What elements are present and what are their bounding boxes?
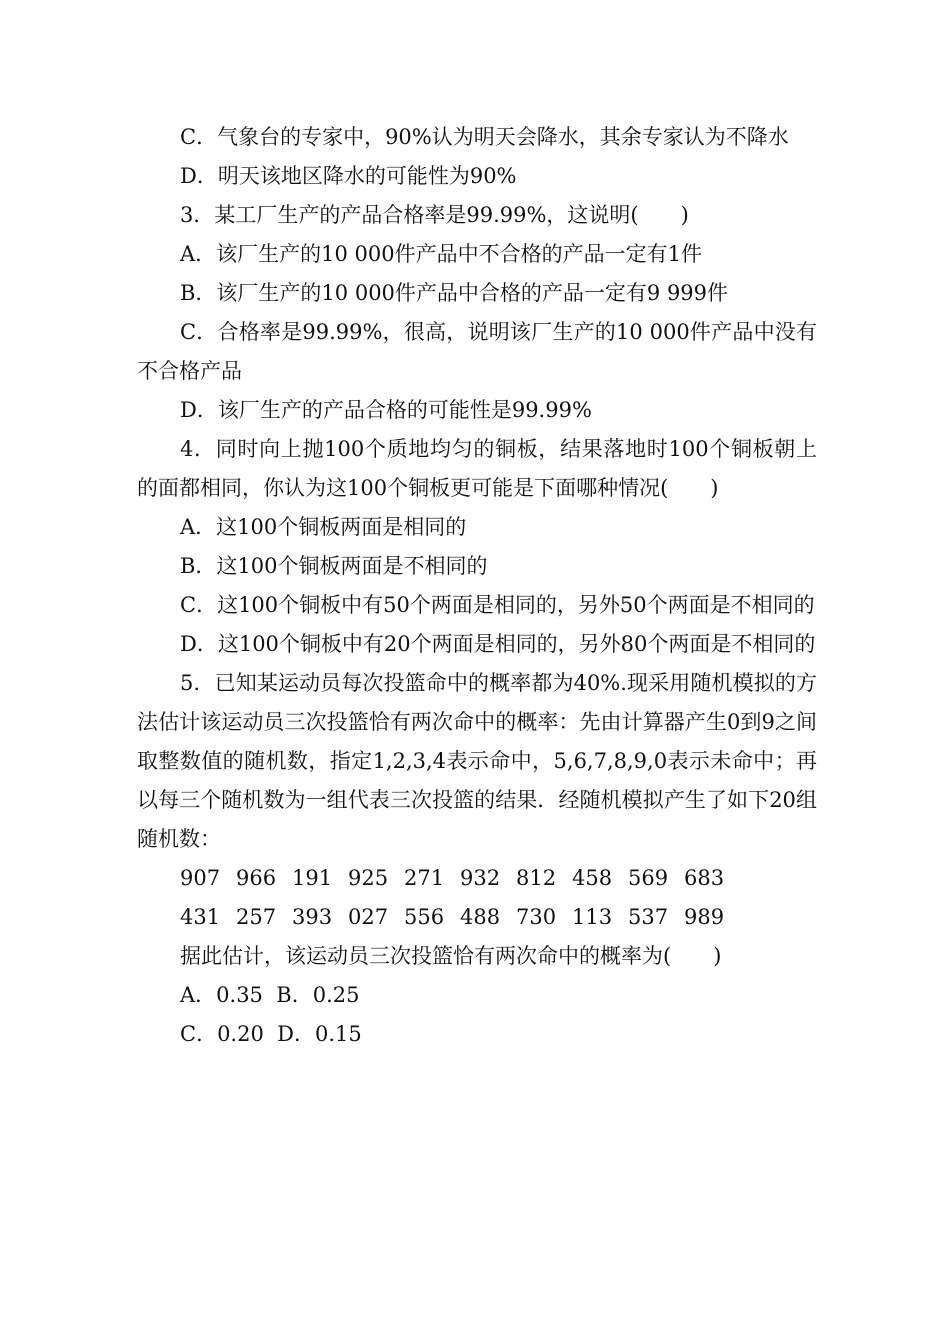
q3-option-c: C．合格率是99.99%，很高，说明该厂生产的10 000件产品中没有不合格产品 [137,320,817,383]
q3-option-b: B．该厂生产的10 000件产品中合格的产品一定有9 999件 [180,281,729,305]
question-content [137,118,817,1054]
random-number: 393 [292,905,333,929]
q5-options-cd: C．0.20 D．0.15 [180,1022,362,1046]
random-number: 271 [404,866,445,890]
random-number: 966 [236,866,277,890]
q5-options-ab: A．0.35 B．0.25 [180,983,360,1007]
q3-option-a: A．该厂生产的10 000件产品中不合格的产品一定有1件 [180,242,703,266]
random-number: 812 [516,866,557,890]
random-number: 191 [292,866,333,890]
q5-stem: 5．已知某运动员每次投篮命中的概率都为40%.现采用随机模拟的方法估计该运动员三次投篮恰有两次命中的概率：先由计算器产生0到9之间取整数值的随机数，指定1,2,3,4表示命中，5,6,7,8,9,0表示未命中；再以每三个随机数为一组代表三次投篮的结果．经随机模拟产生了如下20组随机数： [137,671,817,851]
q2-option-d: D．明天该地区降水的可能性为90% [180,164,517,188]
random-numbers-row-1 [180,859,817,898]
q4-option-b: B．这100个铜板两面是不相同的 [180,554,488,578]
q4-option-a: A．这100个铜板两面是相同的 [180,515,467,539]
random-number: 027 [348,905,389,929]
q5-estimate-prompt: 据此估计，该运动员三次投篮恰有两次命中的概率为( ) [180,944,722,968]
random-number: 683 [684,866,725,890]
random-number: 989 [684,905,725,929]
random-number: 932 [460,866,501,890]
q4-option-d: D．这100个铜板中有20个两面是相同的，另外80个两面是不相同的 [180,632,816,656]
random-number: 113 [572,905,613,929]
random-number: 907 [180,866,221,890]
random-number: 537 [628,905,669,929]
q3-stem: 3．某工厂生产的产品合格率是99.99%，这说明( ) [180,203,689,227]
q4-option-c: C．这100个铜板中有50个两面是相同的，另外50个两面是不相同的 [180,593,815,617]
random-number: 569 [628,866,669,890]
random-number: 431 [180,905,221,929]
q4-stem: 4．同时向上抛100个质地均匀的铜板，结果落地时100个铜板朝上的面都相同，你认为这100个铜板更可能是下面哪种情况( ) [137,437,817,500]
random-number: 556 [404,905,445,929]
random-numbers-row-2 [180,898,817,937]
random-number: 730 [516,905,557,929]
random-number: 458 [572,866,613,890]
random-number: 257 [236,905,277,929]
q3-option-d: D．该厂生产的产品合格的可能性是99.99% [180,398,592,422]
random-number: 488 [460,905,501,929]
random-number: 925 [348,866,389,890]
q2-option-c: C．气象台的专家中，90%认为明天会降水，其余专家认为不降水 [180,125,789,149]
